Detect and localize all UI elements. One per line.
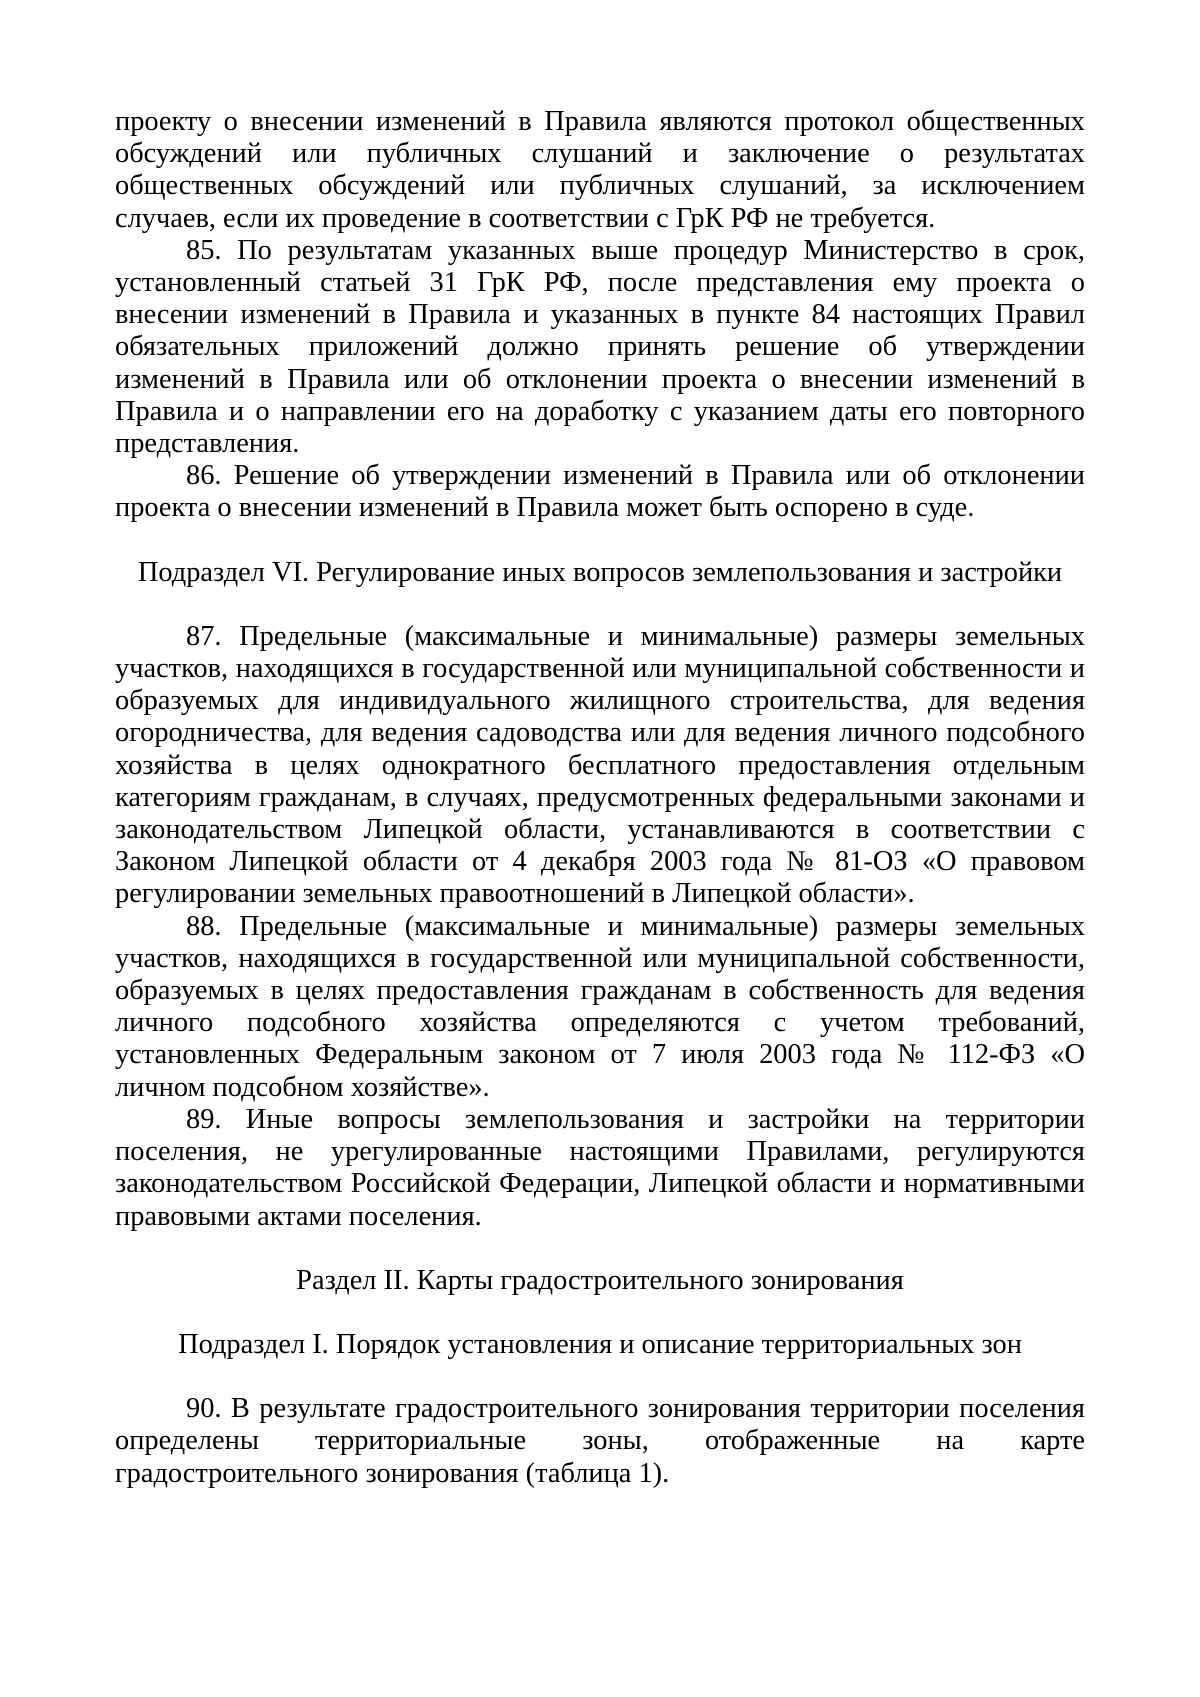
subsection-6-heading: Подраздел VI. Регулирование иных вопросов землепользования и застройки [137, 556, 1063, 588]
paragraph-intro: проекту о внесении изменений в Правила являются протокол общественных обсуждений или публичных слушаний и заключение о результатах общественных обсуждений или публичных слушаний, за исключением случаев, если их проведение в соответствии с ГрК РФ не требуется. [115, 106, 1085, 234]
document-page [115, 106, 1085, 1490]
paragraph-90: 90. В результате градостроительного зонирования территории поселения определены территориальные зоны, отображенные на карте градостроительного зонирования (таблица 1). [115, 1393, 1085, 1489]
paragraph-86: 86. Решение об утверждении изменений в Правила или об отклонении проекта о внесении изменений в Правила может быть оспорено в суде. [115, 460, 1085, 524]
subsection-1-heading: Подраздел I. Порядок установления и описание территориальных зон [178, 1328, 1022, 1360]
spacer [115, 1297, 1085, 1329]
section-2-heading: Раздел II. Карты градостроительного зонирования [296, 1264, 904, 1296]
spacer [115, 525, 1085, 557]
paragraph-88: 88. Предельные (максимальные и минимальные) размеры земельных участков, находящихся в государственной или муниципальной собственности, образуемых в целях предоставления гражданам в собственность для ведения личного подсобного хозяйства определяются с учетом требований, установленных Федеральным законом от 7 июля 2003 года № 112-ФЗ «О личном подсобном хозяйстве». [115, 910, 1085, 1103]
spacer [115, 1361, 1085, 1393]
paragraph-89: 89. Иные вопросы землепользования и застройки на территории поселения, не урегулированные настоящими Правилами, регулируются законодательством Российской Федерации, Липецкой области и нормативными правовыми актами поселения. [115, 1103, 1085, 1232]
paragraph-87: 87. Предельные (максимальные и минимальные) размеры земельных участков, находящихся в государственной или муниципальной собственности и образуемых для индивидуального жилищного строительства, для ведения огородничества, для ведения садоводства или для ведения личного подсобного хозяйства в целях однократного бесплатного предоставления отдельным категориям гражданам, в случаях, предусмотренных федеральными законами и законодательством Липецкой области, устанавливаются в соответствии с Законом Липецкой области от 4 декабря 2003 года № 81-ОЗ «О правовом регулировании земельных правоотношений в Липецкой области». [115, 620, 1085, 910]
spacer [115, 589, 1085, 621]
paragraph-85: 85. По результатам указанных выше процедур Министерство в срок, установленный статьей 31 ГрК РФ, после представления ему проекта о внесении изменений в Правила и указанных в пункте 84 настоящих Правил обязательных приложений должно принять решение об утверждении изменений в Правила или об отклонении проекта о внесении изменений в Правила и о направлении его на доработку с указанием даты его повторного представления. [115, 234, 1085, 460]
spacer [115, 1233, 1085, 1265]
